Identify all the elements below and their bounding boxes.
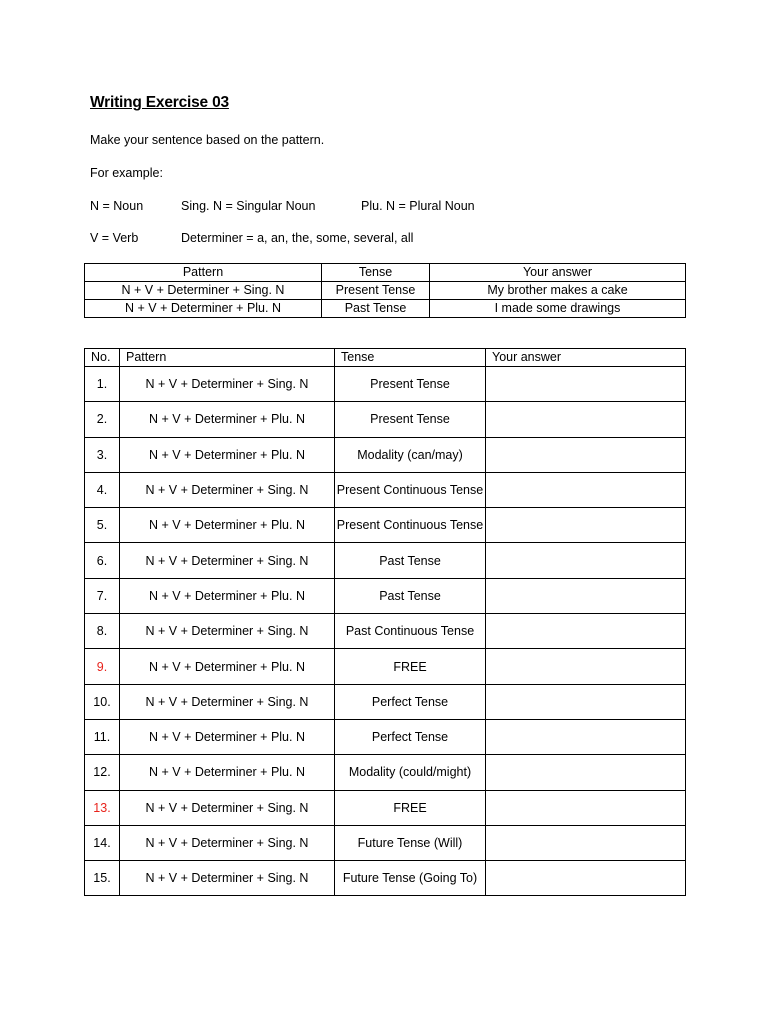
table-row: [85, 649, 686, 684]
example-pattern: N + V + Determiner + Sing. N: [85, 282, 322, 300]
row-pattern: N + V + Determiner + Sing. N: [120, 861, 335, 896]
example-row: [85, 282, 686, 300]
table-row: [85, 437, 686, 472]
row-pattern: N + V + Determiner + Sing. N: [120, 684, 335, 719]
table-row: [85, 684, 686, 719]
row-number: 11.: [85, 719, 120, 754]
answer-cell[interactable]: [486, 402, 686, 437]
definition-noun: N = Noun: [90, 199, 144, 213]
header-pattern: Pattern: [85, 264, 322, 282]
answer-cell[interactable]: [486, 790, 686, 825]
row-tense: Present Continuous Tense: [335, 472, 486, 507]
row-tense: Modality (could/might): [335, 755, 486, 790]
table-row: [85, 367, 686, 402]
example-table: [84, 263, 686, 318]
answer-cell[interactable]: [486, 578, 686, 613]
header-your-answer: Your answer: [430, 264, 686, 282]
row-tense: FREE: [335, 790, 486, 825]
example-answer: I made some drawings: [430, 300, 686, 318]
answer-cell[interactable]: [486, 543, 686, 578]
definition-verb: V = Verb: [90, 231, 139, 245]
answer-cell[interactable]: [486, 825, 686, 860]
row-number: 3.: [85, 437, 120, 472]
row-tense: Future Tense (Going To): [335, 861, 486, 896]
row-tense: FREE: [335, 649, 486, 684]
row-tense: Future Tense (Will): [335, 825, 486, 860]
row-tense: Present Tense: [335, 402, 486, 437]
answer-cell[interactable]: [486, 472, 686, 507]
table-row: [85, 508, 686, 543]
row-tense: Modality (can/may): [335, 437, 486, 472]
row-tense: Present Continuous Tense: [335, 508, 486, 543]
header-pattern: Pattern: [120, 349, 335, 367]
row-pattern: N + V + Determiner + Plu. N: [120, 437, 335, 472]
row-pattern: N + V + Determiner + Plu. N: [120, 649, 335, 684]
row-number: 10.: [85, 684, 120, 719]
row-pattern: N + V + Determiner + Sing. N: [120, 367, 335, 402]
row-pattern: N + V + Determiner + Plu. N: [120, 719, 335, 754]
row-tense: Perfect Tense: [335, 684, 486, 719]
answer-cell[interactable]: [486, 437, 686, 472]
instruction-text: Make your sentence based on the pattern.: [90, 133, 325, 147]
definition-plural-noun: Plu. N = Plural Noun: [361, 199, 475, 213]
row-pattern: N + V + Determiner + Plu. N: [120, 508, 335, 543]
answer-cell[interactable]: [486, 861, 686, 896]
example-tense: Present Tense: [322, 282, 430, 300]
row-tense: Past Continuous Tense: [335, 614, 486, 649]
row-pattern: N + V + Determiner + Plu. N: [120, 755, 335, 790]
row-number: 1.: [85, 367, 120, 402]
row-pattern: N + V + Determiner + Sing. N: [120, 614, 335, 649]
row-number: 4.: [85, 472, 120, 507]
row-pattern: N + V + Determiner + Sing. N: [120, 790, 335, 825]
row-number: 2.: [85, 402, 120, 437]
table-row: [85, 472, 686, 507]
table-row: [85, 402, 686, 437]
table-row: [85, 790, 686, 825]
header-your-answer: Your answer: [486, 349, 686, 367]
table-row: [85, 543, 686, 578]
row-pattern: N + V + Determiner + Plu. N: [120, 402, 335, 437]
example-table-header: [85, 264, 686, 282]
page-title: Writing Exercise 03: [90, 94, 229, 111]
example-row: [85, 300, 686, 318]
table-row: [85, 825, 686, 860]
table-row: [85, 719, 686, 754]
row-number: 14.: [85, 825, 120, 860]
row-tense: Present Tense: [335, 367, 486, 402]
answer-cell[interactable]: [486, 508, 686, 543]
row-tense: Perfect Tense: [335, 719, 486, 754]
answer-cell[interactable]: [486, 755, 686, 790]
answer-cell[interactable]: [486, 614, 686, 649]
table-row: [85, 614, 686, 649]
table-row: [85, 755, 686, 790]
row-number: 9.: [85, 649, 120, 684]
row-pattern: N + V + Determiner + Sing. N: [120, 543, 335, 578]
answer-cell[interactable]: [486, 367, 686, 402]
row-number: 15.: [85, 861, 120, 896]
header-no: No.: [85, 349, 120, 367]
row-number: 5.: [85, 508, 120, 543]
definition-singular-noun: Sing. N = Singular Noun: [181, 199, 316, 213]
example-pattern: N + V + Determiner + Plu. N: [85, 300, 322, 318]
example-tense: Past Tense: [322, 300, 430, 318]
row-tense: Past Tense: [335, 578, 486, 613]
example-label: For example:: [90, 166, 163, 180]
row-pattern: N + V + Determiner + Sing. N: [120, 825, 335, 860]
row-number: 7.: [85, 578, 120, 613]
row-number: 6.: [85, 543, 120, 578]
exercise-table: [84, 348, 686, 896]
exercise-table-header: [85, 349, 686, 367]
row-number: 8.: [85, 614, 120, 649]
example-answer: My brother makes a cake: [430, 282, 686, 300]
answer-cell[interactable]: [486, 649, 686, 684]
row-number: 13.: [85, 790, 120, 825]
table-row: [85, 578, 686, 613]
header-tense: Tense: [335, 349, 486, 367]
header-tense: Tense: [322, 264, 430, 282]
row-tense: Past Tense: [335, 543, 486, 578]
answer-cell[interactable]: [486, 719, 686, 754]
table-row: [85, 861, 686, 896]
definition-determiner: Determiner = a, an, the, some, several, all: [181, 231, 414, 245]
answer-cell[interactable]: [486, 684, 686, 719]
row-pattern: N + V + Determiner + Plu. N: [120, 578, 335, 613]
row-pattern: N + V + Determiner + Sing. N: [120, 472, 335, 507]
row-number: 12.: [85, 755, 120, 790]
